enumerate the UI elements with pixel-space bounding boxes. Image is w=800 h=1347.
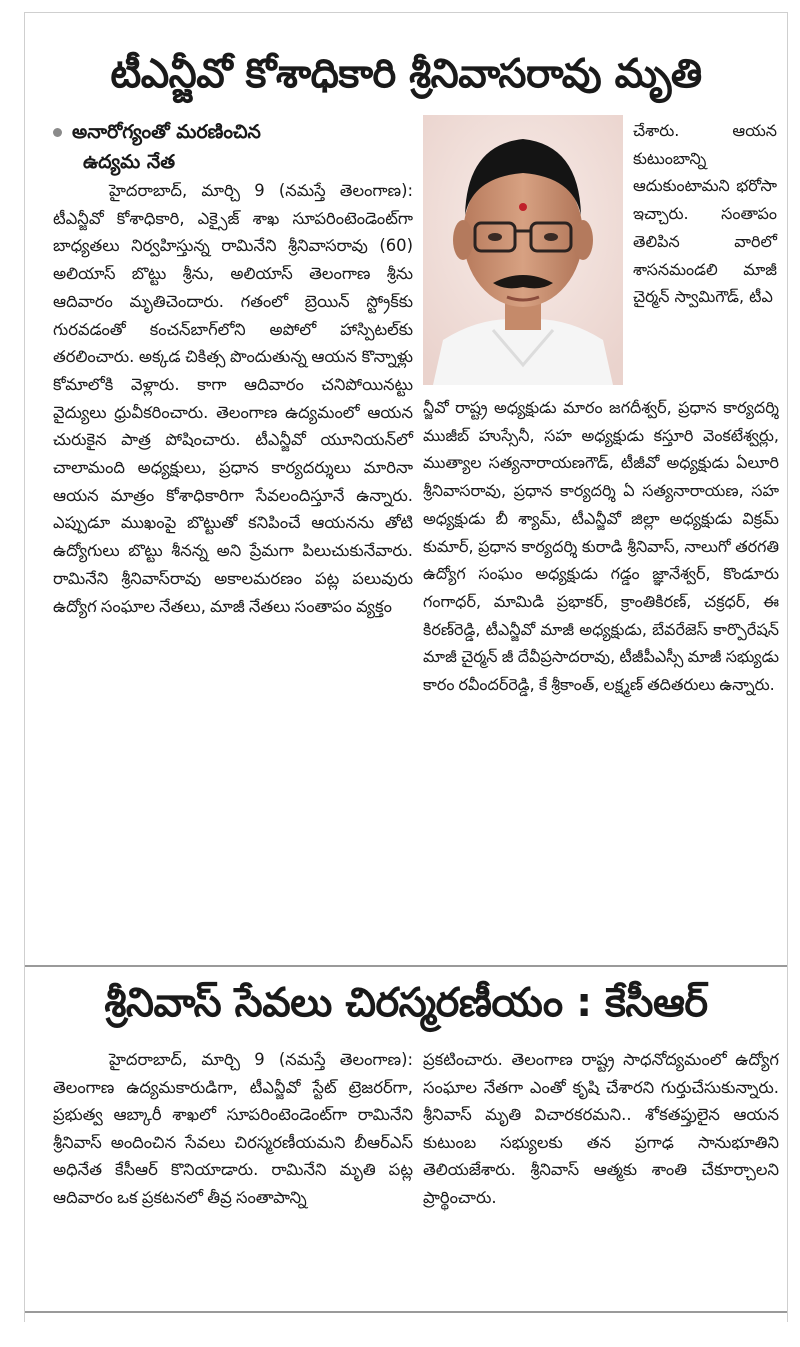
article2-body-left: హైదరాబాద్‌, మార్చి 9 (నమస్తే తెలంగాణ): తెలంగాణ ఉద్యమకారుడిగా, టీఎన్జీవో స్టేట్‌ ట్రెజరర్‌గా, ప్రభుత్వ ఆబ్కారీ శాఖలో సూపరింటెండెంట్‌గా రామినేని శ్రీనివాస్‌ అందించిన సేవలు చిరస్మరణీయమని బీఆర్‌ఎస్‌ అధినేత కేసీఆర్‌ కొనియాడారు. రామినేని మృతి పట్ల ఆదివారం ఒక ప్రకటనలో తీవ్ర సంతాపాన్ని [53, 1050, 413, 1207]
article1-headline: టీఎన్జీవో కోశాధికారి శ్రీనివాసరావు మృతి [110, 51, 702, 97]
article1-left-column [53, 117, 413, 620]
article2-body-right: ప్రకటించారు. తెలంగాణ రాష్ట్ర సాధనోద్యమంలో ఉద్యోగ సంఘాల నేతగా ఎంతో కృషి చేశారని గుర్తుచేసుకున్నారు. శ్రీనివాస్‌ మృతి విచారకరమని.. శోకతప్తులైన ఆయన కుటుంబ సభ్యులకు తన ప్రగాఢ సానుభూతిని తెలియజేశారు. శ్రీనివాస్‌ ఆత్మకు శాంతి చేకూర్చాలని ప్రార్థించారు. [423, 1050, 779, 1207]
article2 [25, 968, 787, 1207]
article1-subheading-line1: అనారోగ్యంతో మరణించిన [72, 121, 261, 143]
article1-body-left: హైదరాబాద్‌, మార్చి 9 (నమస్తే తెలంగాణ): టీఎన్జీవో కోశాధికారి, ఎక్సైజ్‌ శాఖ సూపరింటెండెంట్‌గా బాధ్యతలు నిర్వహిస్తున్న రామినేని శ్రీనివాసరావు (60) అలియాస్‌ బొట్టు శ్రీను, అలియాస్‌ తెలంగాణ శ్రీను ఆదివారం మృతిచెందారు. గతంలో బ్రెయిన్‌ స్ట్రోక్‌కు గురవడంతో కంచన్‌బాగ్‌లోని అపోలో హాస్పిటల్‌కు తరలించారు. అక్కడ చికిత్స పొందుతున్న ఆయన కొన్నాళ్లు కోమాలోకి వెళ్లారు. కాగా ఆదివారం చనిపోయినట్టు వైద్యులు ధ్రువీకరించారు. తెలంగాణ ఉద్యమంలో ఆయన చురుకైన పాత్ర పోషించారు. టీఎన్జీవో యూనియన్‌లో చాలామంది అధ్యక్షులు, ప్రధాన కార్యదర్శులు మారినా ఆయన మాత్రం కోశాధికారిగా సేవలందిస్తూనే ఉన్నారు. ఎప్పుడూ ముఖంపై బొట్టుతో కనిపించే ఆయనను తోటి ఉద్యోగులు బొట్టు శీనన్న అని ప్రేమగా పిలుచుకునేవారు. రామినేని శ్రీనివాస్‌రావు అకాలమరణం పట్ల పలువురు ఉద్యోగ సంఘాల నేతలు, మాజీ నేతలు సంతాపం వ్యక్తం [53, 181, 413, 616]
article2-headline: శ్రీనివాస్‌ సేవలు చిరస్మరణీయం : కేసీఆర్‌ [104, 980, 708, 1026]
bottom-divider [25, 1311, 787, 1313]
portrait-image [423, 115, 623, 385]
section-divider [25, 965, 787, 967]
article1-subheading [53, 117, 413, 147]
article1-body-right-top: చేశారు. ఆయన కుటుంబాన్ని ఆదుకుంటామని భరోసా ఇచ్చారు. సంతాపం తెలిపిన వారిలో శాసనమండలి మాజీ చైర్మన్‌ స్వామిగౌడ్‌, టీఎ [633, 121, 777, 307]
article1-subheading-line2: ఉద్యమ నేత [83, 151, 175, 173]
article1 [25, 109, 787, 945]
article1-body-right-bottom: న్జీవో రాష్ట్ర అధ్యక్షుడు మారం జగదీశ్వర్‌, ప్రధాన కార్యదర్శి ముజీబ్‌ హుస్సేనీ, సహ అధ్యక్షుడు కస్తూరి వెంకటేశ్వర్లు, ముత్యాల సత్యనారాయణగౌడ్‌, టీజీవో అధ్యక్షుడు ఏలూరి శ్రీనివాసరావు, ప్రధాన కార్యదర్శి ఏ సత్యనారాయణ, సహ అధ్యక్షుడు బీ శ్యామ్‌, టీఎన్జీవో జిల్లా అధ్యక్షుడు విక్రమ్‌ కుమార్‌, ప్రధాన కార్యదర్శి కురాడి శ్రీనివాస్‌, నాలుగో తరగతి ఉద్యోగ సంఘం అధ్యక్షుడు గడ్డం జ్ఞానేశ్వర్‌, కొండూరు గంగాధర్‌, మామిడి ప్రభాకర్‌, క్రాంతికిరణ్‌, చక్రధర్‌, ఈ కిరణ్‌రెడ్డి, టీఎన్జీవో మాజీ అధ్యక్షుడు, బేవరేజెస్‌ కార్పొరేషన్‌ మాజీ చైర్మన్‌ జీ దేవీప్రసాదరావు, టీజీపీఎస్సీ మాజీ సభ్యుడు కారం రవీందర్‌రెడ్డి, కే శ్రీకాంత్‌, లక్ష్మణ్‌ తదితరులు ఉన్నారు. [423, 398, 779, 695]
newspaper-page [24, 12, 788, 1322]
bullet-icon [53, 128, 62, 137]
portrait-photo [423, 115, 623, 385]
